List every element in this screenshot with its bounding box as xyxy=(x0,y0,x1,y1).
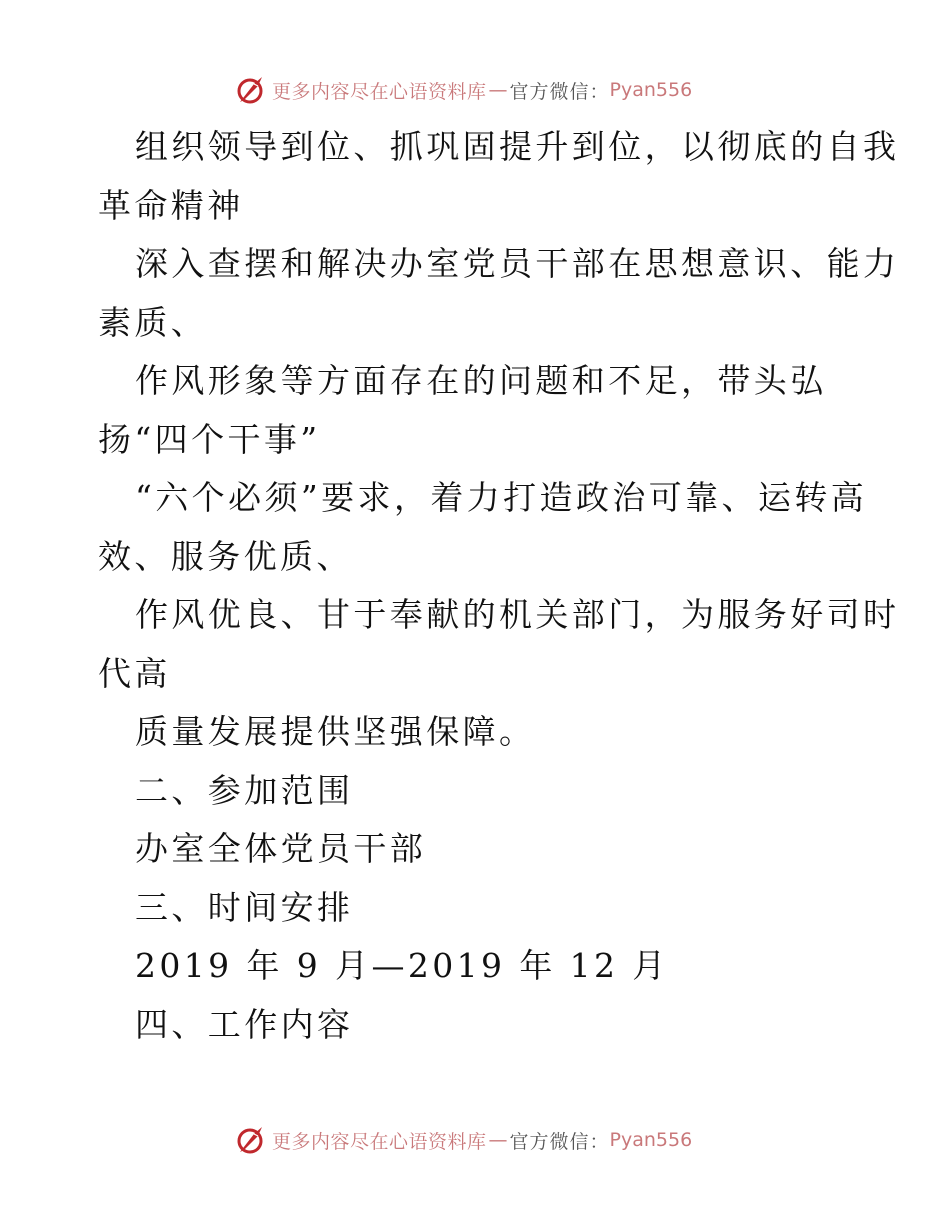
text-line: “六个必须”要求，着力打造政治可靠、运转高 xyxy=(135,478,868,517)
quill-logo-icon xyxy=(234,74,266,106)
watermark-separator: — xyxy=(488,1129,508,1151)
text-line: 革命精神 xyxy=(98,185,244,225)
text-line: 代高 xyxy=(98,653,171,693)
watermark-text: 更多内容尽在心语资料库 xyxy=(272,1130,487,1153)
text-line: 办室全体党员干部 xyxy=(135,829,427,868)
text-line: 作风形象等方面存在的问题和不足，带头弘 xyxy=(135,361,827,400)
watermark-text: 更多内容尽在心语资料库 xyxy=(272,80,487,103)
watermark-official-label: 官方微信： xyxy=(509,1130,610,1153)
text-line: 深入查摆和解决办室党员干部在思想意识、能力 xyxy=(135,244,900,283)
text-line: 2019 年 9 月—2019 年 12 月 xyxy=(135,946,669,985)
text-line: 质量发展提供坚强保障。 xyxy=(135,712,536,751)
watermark-official-label: 官方微信： xyxy=(509,80,610,103)
watermark-wechat-id: Pyan556 xyxy=(609,79,693,101)
section-heading: 四、工作内容 xyxy=(135,1004,354,1044)
section-heading: 二、参加范围 xyxy=(135,770,354,810)
text-line: 组织领导到位、抓巩固提升到位，以彻底的自我 xyxy=(135,127,900,166)
header-watermark xyxy=(234,74,692,106)
watermark-wechat-id: Pyan556 xyxy=(609,1129,693,1151)
footer-watermark xyxy=(234,1124,692,1156)
text-line: 扬“四个干事” xyxy=(98,419,321,459)
text-line: 素质、 xyxy=(98,302,208,342)
text-line: 效、服务优质、 xyxy=(98,536,353,576)
quill-logo-icon xyxy=(234,1124,266,1156)
document-body xyxy=(98,118,900,1054)
watermark-separator: — xyxy=(488,79,508,101)
text-line: 作风优良、甘于奉献的机关部门，为服务好司时 xyxy=(135,595,900,634)
section-heading: 三、时间安排 xyxy=(135,887,354,927)
